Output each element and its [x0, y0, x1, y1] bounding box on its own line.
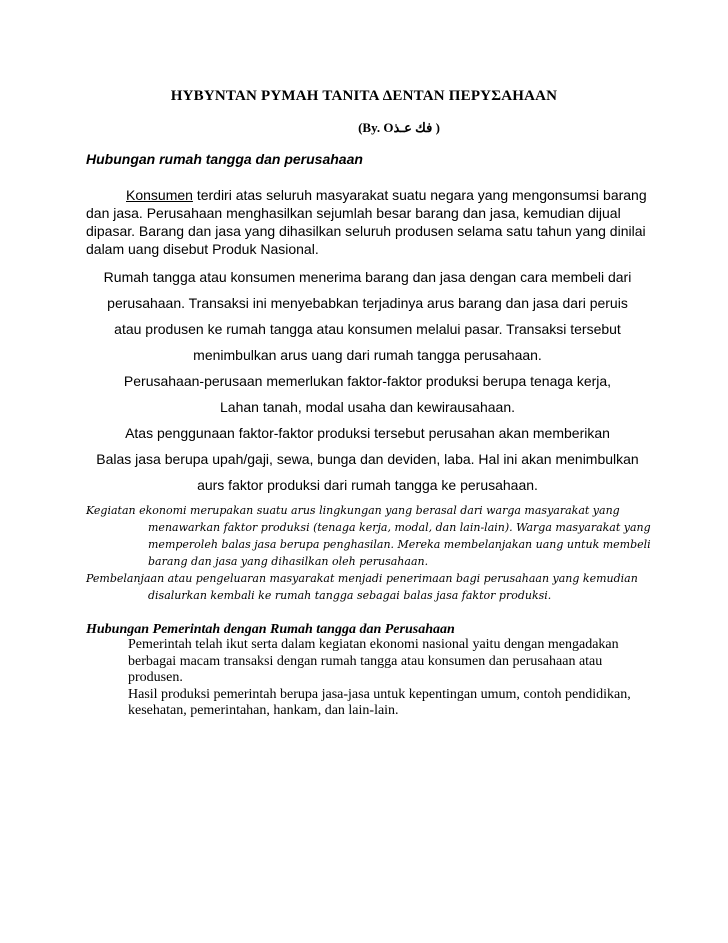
- author-byline: (By. Oفك عـذ ): [358, 120, 440, 135]
- centered-line: Lahan tanah, modal usaha dan kewirausahaan.: [220, 399, 515, 415]
- centered-line: Rumah tangga atau konsumen menerima barang dan jasa dengan cara membeli dari: [103, 269, 632, 285]
- centered-line: perusahaan. Transaksi ini menyebabkan terjadinya arus barang dan jasa dari peruis: [107, 295, 628, 311]
- consumer-term: Konsumen: [126, 187, 193, 203]
- government-paragraph: Pemerintah telah ikut serta dalam kegiatan ekonomi nasional yaitu dengan mengadakan berbagai macam transaksi dengan rumah tangga atau konsumen dan perusahaan atau produsen.: [128, 637, 619, 685]
- centered-line: aurs faktor produksi dari rumah tangga ke perusahaan.: [197, 477, 538, 493]
- section-heading-government: Hubungan Pemerintah dengan Rumah tangga dan Perusahaan: [86, 622, 455, 637]
- italic-paragraph: Kegiatan ekonomi merupakan suatu arus lingkungan yang berasal dari warga masyarakat yang menawarkan faktor produksi (tenaga kerja, modal, dan lain-lain). Warga masyarakat yang memperoleh balas jasa berupa penghasilan. Mereka membelanjakan uang untuk membeli barang dan jasa yang dihasilkan oleh perusahaan.: [86, 504, 651, 568]
- centered-line: atau produsen ke rumah tangga atau konsumen melalui pasar. Transaksi tersebut: [114, 321, 621, 337]
- section-heading-household-company: Hubungan rumah tangga dan perusahaan: [86, 151, 363, 167]
- consumer-paragraph: [86, 186, 648, 258]
- centered-line: Atas penggunaan faktor-faktor produksi tersebut perusahan akan memberikan: [125, 425, 610, 441]
- document-title: HYBYNTAN PYMAH TANITA ΔENTAN ΠΕΡΥΣΑΗΑΑΝ: [170, 88, 558, 104]
- government-paragraphs: [128, 637, 648, 720]
- italic-paragraph: Pembelanjaan atau pengeluaran masyarakat menjadi penerimaan bagi perusahaan yang kemudian disalurkan kembali ke rumah tangga sebagai balas jasa faktor produksi.: [86, 572, 638, 602]
- centered-text-block: [80, 264, 655, 498]
- centered-line: menimbulkan arus uang dari rumah tangga perusahaan.: [193, 347, 542, 363]
- centered-line: Balas jasa berupa upah/gaji, sewa, bunga dan deviden, laba. Hal ini akan menimbulkan: [96, 451, 639, 467]
- italic-notes-block: [86, 502, 656, 604]
- consumer-paragraph-text: terdiri atas seluruh masyarakat suatu negara yang mengonsumsi barang dan jasa. Perusahaan menghasilkan sejumlah besar barang dan jasa, kemudian dijual dipasar. Barang dan jasa yang dihasilkan seluruh produsen selama satu tahun yang dinilai dalam uang disebut Produk Nasional.: [86, 187, 647, 257]
- government-paragraph: Hasil produksi pemerintah berupa jasa-jasa untuk kepentingan umum, contoh pendidikan, kesehatan, pemerintahan, hankam, dan lain-lain.: [128, 686, 631, 718]
- centered-line: Perusahaan-perusaan memerlukan faktor-faktor produksi berupa tenaga kerja,: [123, 373, 612, 389]
